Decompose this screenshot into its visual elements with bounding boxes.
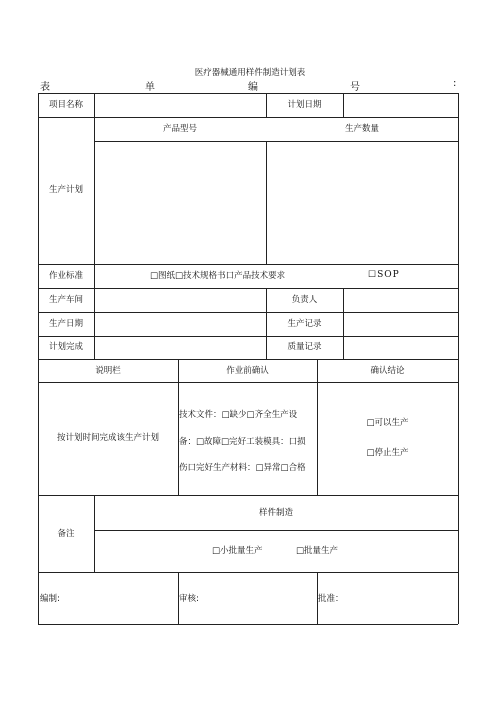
project-name-label: 项目名称 <box>48 100 83 110</box>
workshop-label: 生产车间 <box>48 295 83 305</box>
production-record-label: 生产记录 <box>287 319 322 329</box>
production-quantity-header: 生产数量 <box>344 124 379 134</box>
remarks-label: 备注 <box>57 529 75 539</box>
form-number-colon: : <box>453 78 457 89</box>
product-model-header: 产品型号 <box>162 124 197 134</box>
form-number-char-3: 编 <box>248 82 258 93</box>
sop-checkbox[interactable]: ☐SOP <box>368 270 400 280</box>
production-date-label: 生产日期 <box>48 319 83 329</box>
notes-text: 按计划时间完成该生产计划 <box>56 433 159 443</box>
standard-options[interactable]: □图纸□技术规格书口产品技术要求 <box>150 271 286 281</box>
batch-production-checkbox[interactable]: □批量生产 <box>296 546 339 556</box>
small-batch-checkbox[interactable]: □小批量生产 <box>212 546 263 556</box>
form-number-char-4: 号 <box>350 82 360 93</box>
quality-record-label: 质量记录 <box>287 342 322 352</box>
form-number-char-2: 单 <box>145 82 155 93</box>
reviewed-by-label: 审核: <box>179 594 199 604</box>
can-produce-checkbox[interactable]: □可以生产 <box>366 418 409 428</box>
work-standard-label: 作业标准 <box>48 271 83 281</box>
plan-complete-label: 计划完成 <box>48 342 83 352</box>
pre-check-line-2[interactable]: 备：□故障□完好工装模具：口损 <box>179 437 306 447</box>
sample-making-label: 样件制造 <box>258 508 293 518</box>
pre-work-check-header: 作业前确认 <box>226 366 269 376</box>
person-in-charge-label: 负责人 <box>291 295 318 305</box>
production-plan-label: 生产计划 <box>48 185 83 195</box>
prepared-by-label: 编制: <box>40 594 60 604</box>
notes-column-header: 说明栏 <box>95 366 121 376</box>
plan-date-label: 计划日期 <box>287 100 322 110</box>
pre-check-line-3[interactable]: 伤口完好生产材料：□异常□合格 <box>179 463 306 473</box>
conclusion-column-header: 确认结论 <box>370 366 405 376</box>
approved-by-label: 批准： <box>318 594 344 604</box>
form-number-char-1: 表 <box>40 82 50 93</box>
pre-check-line-1[interactable]: 技术文件：□缺少□齐全生产设 <box>179 410 298 420</box>
document-title: 医疗器械通用样件制造计划表 <box>194 68 306 78</box>
stop-produce-checkbox[interactable]: □停止生产 <box>366 448 409 458</box>
